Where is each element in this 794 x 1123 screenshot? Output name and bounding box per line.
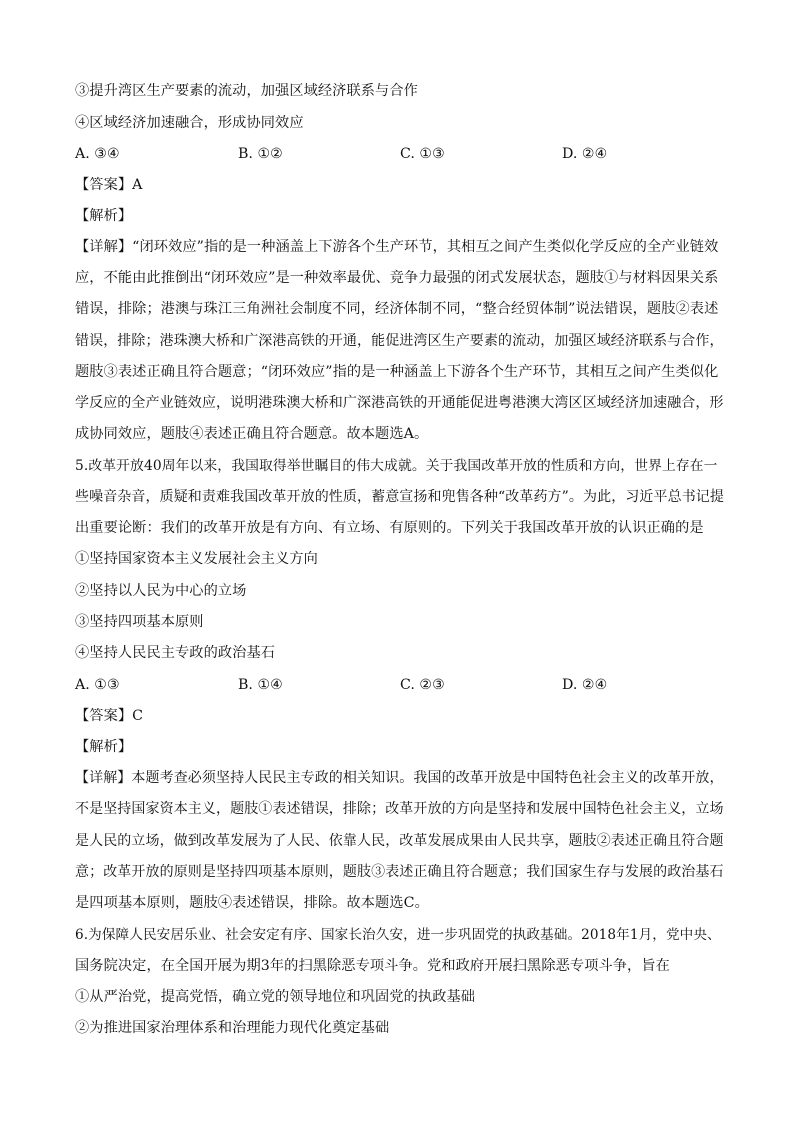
q4-detail-line: 【详解】“闭环效应”指的是一种涵盖上下游各个生产环节，其相互之间产生类似化学反应的全产业链效 <box>75 239 719 255</box>
q5-stem-line: 些噪音杂音，质疑和责难我国改革开放的性质，蓄意宣扬和兜售各种“改革药方”。为此，习近平总书记提 <box>75 489 725 505</box>
q4-detail-line: 学反应的全产业链效应，说明港珠澳大桥和广深港高铁的开通能促进粤港澳大湾区区域经济加速融合，形 <box>75 395 724 411</box>
q5-detail-line: 是四项基本原则，题肢④表述错误，排除。故本题选C。 <box>75 895 429 911</box>
q5-statement-3: ③坚持四项基本原则 <box>75 614 204 630</box>
q5-detail-line: 意；改革开放的原则是坚持四项基本原则，题肢③表述正确且符合题意；我们国家生存与发展的政治基石 <box>75 864 724 880</box>
q4-options <box>75 144 725 164</box>
q5-options <box>75 675 725 695</box>
q4-detail-line: 错误，排除；港珠澳大桥和广深港高铁的开通，能促进湾区生产要素的流动，加强区域经济联系与合作， <box>75 333 724 349</box>
q4-option-d: D. ②④ <box>562 146 608 162</box>
q5-detail-line: 【详解】本题考查必须坚持人民民主专政的相关知识。我国的改革开放是中国特色社会主义的改革开放， <box>75 770 724 786</box>
q6-stem-line: 国务院决定，在全国开展为期3年的扫黑除恶专项斗争。党和政府开展扫黑除恶专项斗争，旨在 <box>75 958 670 974</box>
q4-statement-3: ③提升湾区生产要素的流动，加强区域经济联系与合作 <box>75 83 418 99</box>
q6-statement-1: ①从严治党，提高党悟，确立党的领导地位和巩固党的执政基础 <box>75 989 476 1005</box>
q5-option-b: B. ①④ <box>238 677 283 693</box>
q5-detail-line: 是人民的立场，做到改革发展为了人民、依靠人民，改革发展成果由人民共享，题肢②表述正确且符合题 <box>75 833 724 849</box>
q5-answer: 【答案】C <box>75 708 144 724</box>
q4-option-c: C. ①③ <box>400 146 445 162</box>
q5-statement-4: ④坚持人民民主专政的政治基石 <box>75 645 276 661</box>
q4-option-a: A. ③④ <box>75 146 120 162</box>
q5-statement-2: ②坚持以人民为中心的立场 <box>75 583 247 599</box>
q5-statement-1: ①坚持国家资本主义发展社会主义方向 <box>75 551 318 567</box>
q4-detail-line: 应，不能由此推倒出“闭环效应”是一种效率最优、竞争力最强的闭式发展状态，题肢①与材料因果关系 <box>75 270 719 286</box>
q5-detail-line: 不是坚持国家资本主义，题肢①表述错误，排除；改革开放的方向是坚持和发展中国特色社会主义，立场 <box>75 801 724 817</box>
q4-analysis-label: 【解析】 <box>75 208 133 224</box>
q4-detail-line: 成协同效应，题肢④表述正确且符合题意。故本题选A。 <box>75 426 429 442</box>
q6-stem-line: 6.为保障人民安居乐业、社会安定有序、国家长治久安，进一步巩固党的执政基础。2018年1月，党中央、 <box>75 927 721 943</box>
q5-option-c: C. ②③ <box>400 677 445 693</box>
q4-option-b: B. ①② <box>238 146 283 162</box>
q4-detail-line: 题肢③表述正确且符合题意；“闭环效应”指的是一种涵盖上下游各个生产环节，其相互之间产生类似化 <box>75 364 719 380</box>
q5-stem-line: 出重要论断：我们的改革开放是有方向、有立场、有原则的。下列关于我国改革开放的认识正确的是 <box>75 520 704 536</box>
q5-option-d: D. ②④ <box>562 677 608 693</box>
q5-stem-line: 5.改革开放40周年以来，我国取得举世瞩目的伟大成就。关于我国改革开放的性质和方向，世界上存在一 <box>75 458 718 474</box>
q5-analysis-label: 【解析】 <box>75 739 133 755</box>
q6-statement-2: ②为推进国家治理体系和治理能力现代化奠定基础 <box>75 1020 390 1036</box>
q5-option-a: A. ①③ <box>75 677 120 693</box>
q4-answer: 【答案】A <box>75 177 143 193</box>
q4-detail-line: 错误，排除；港澳与珠江三角洲社会制度不同，经济体制不同，“整合经贸体制”说法错误，题肢②表述 <box>75 301 719 317</box>
q4-statement-4: ④区域经济加速融合，形成协同效应 <box>75 115 304 131</box>
